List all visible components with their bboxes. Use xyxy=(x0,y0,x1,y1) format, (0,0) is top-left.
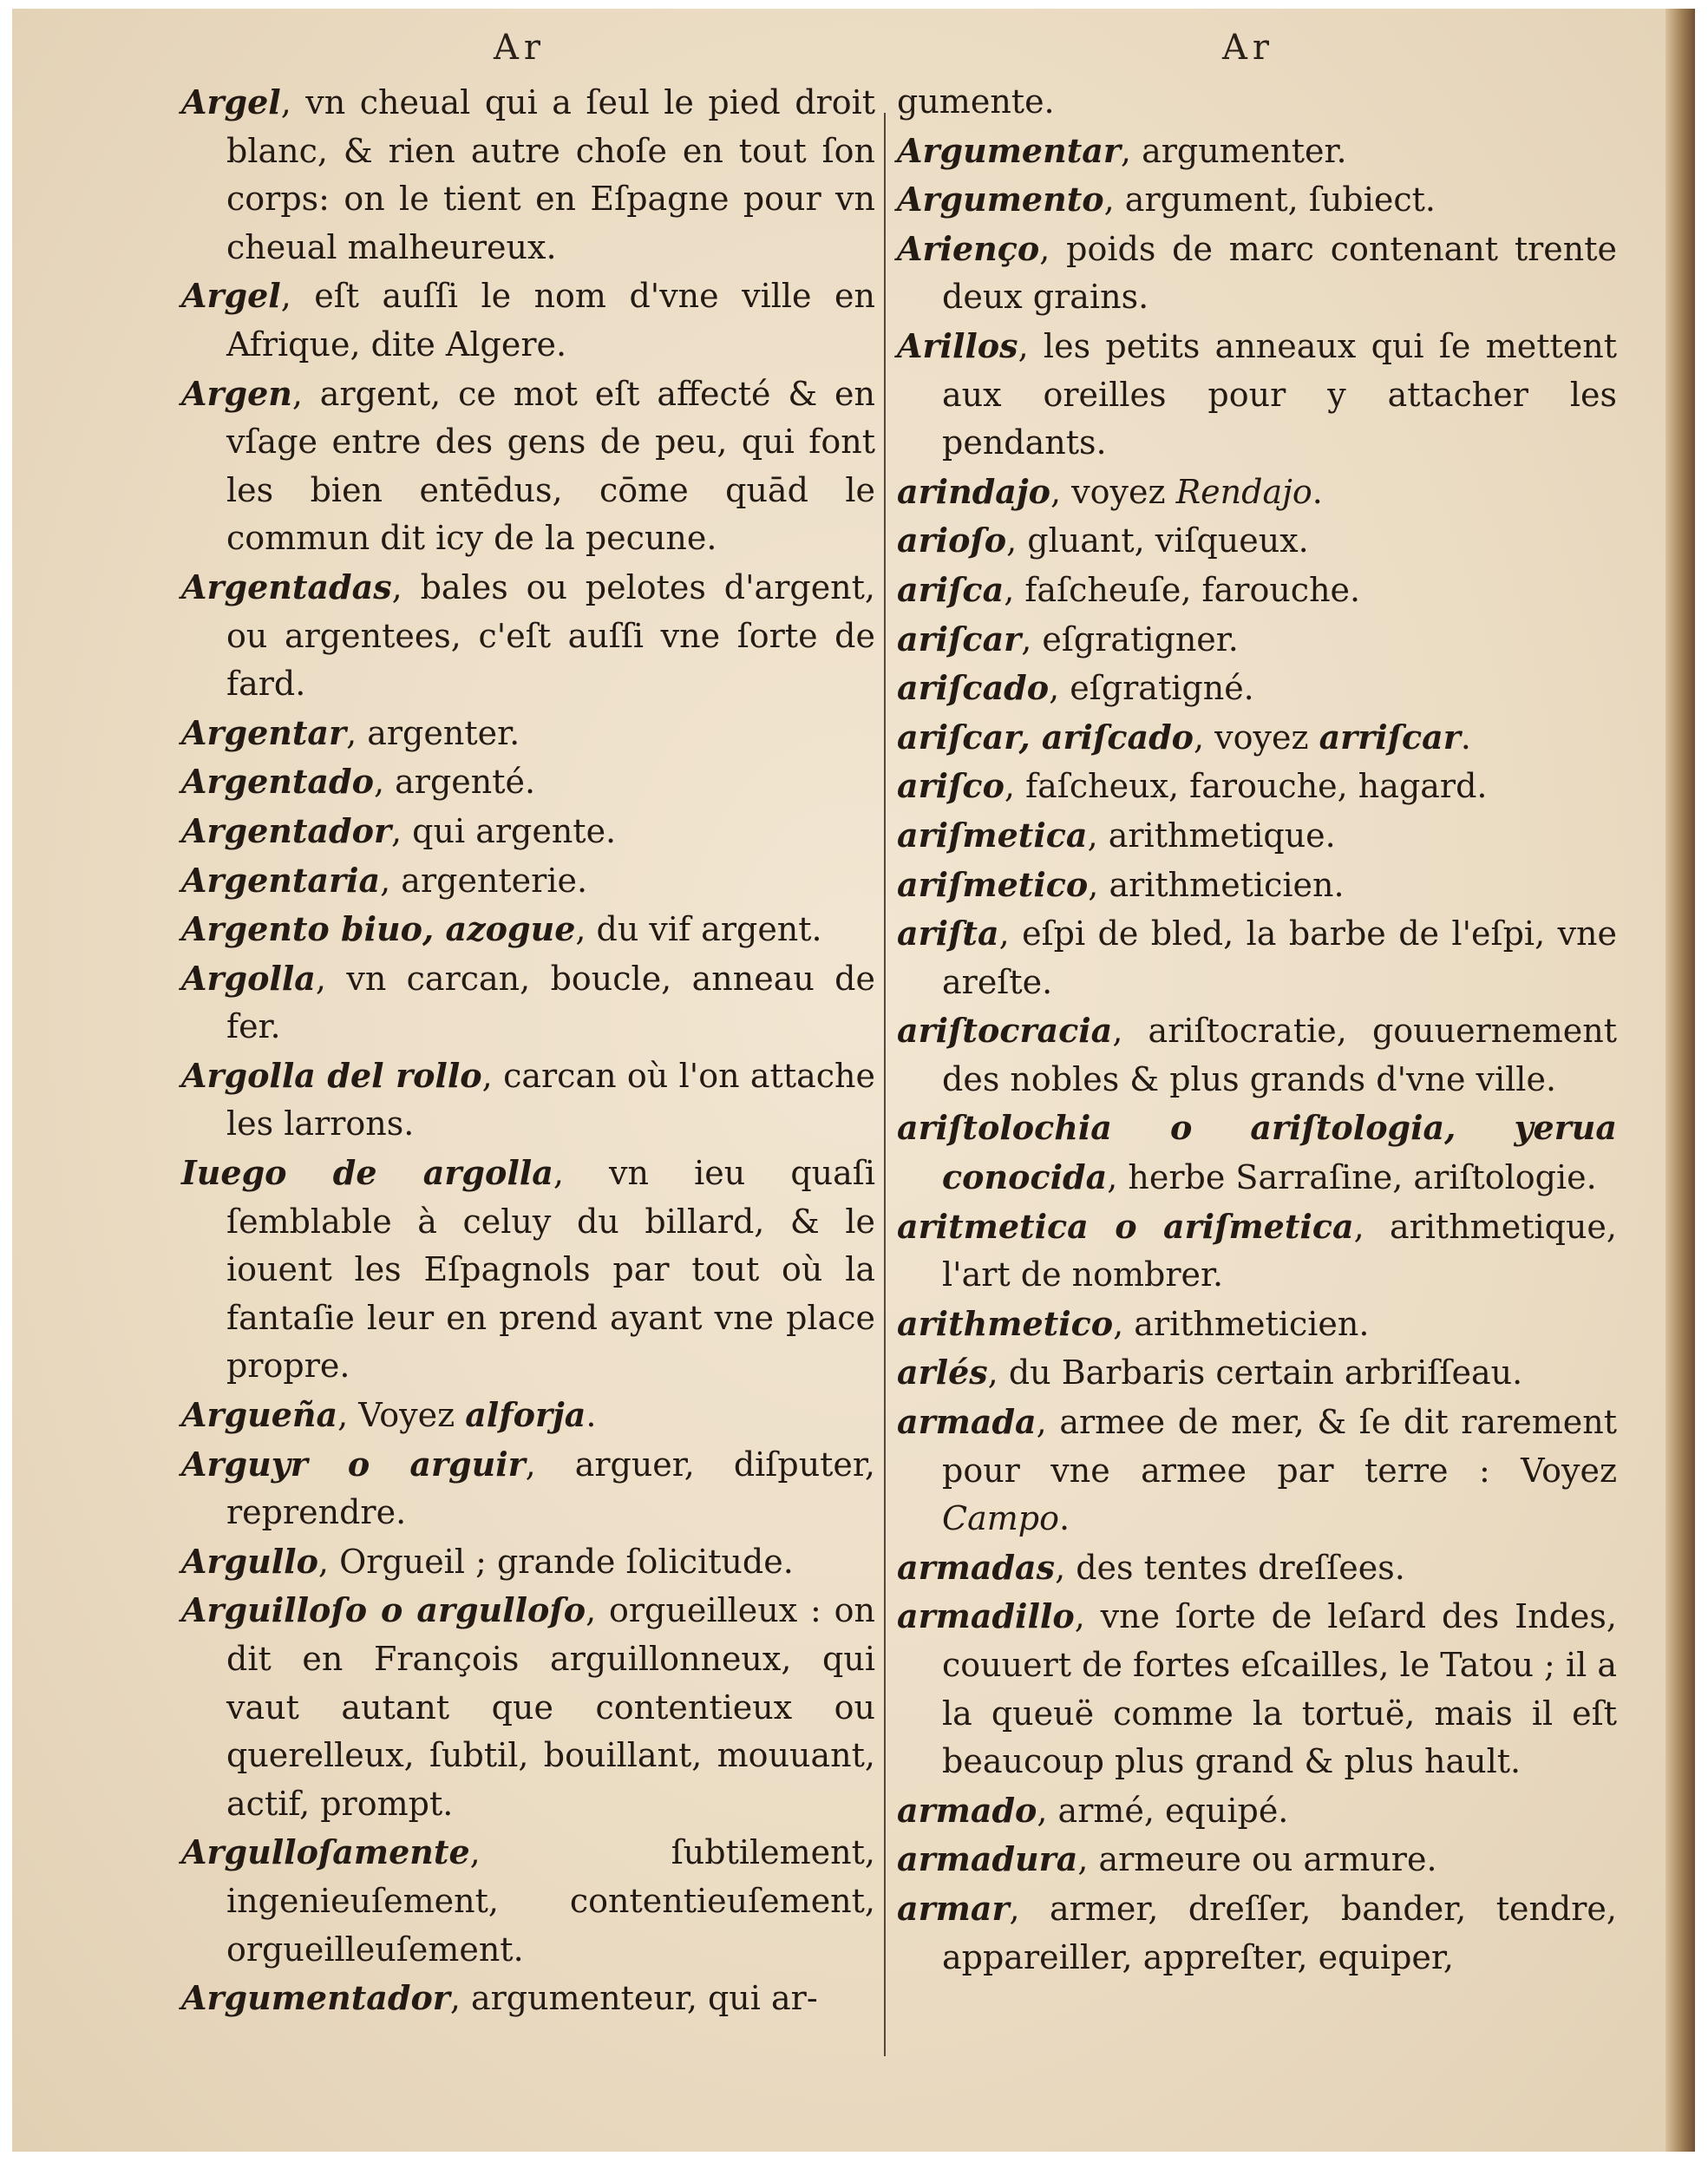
entry-headword: armar xyxy=(897,1888,1010,1928)
entry-headword: armadas xyxy=(897,1547,1056,1587)
entry-definition: , eſgratigner. xyxy=(1021,619,1239,659)
dictionary-column-left xyxy=(181,78,875,2023)
entry-definition: , argument, ſubiect. xyxy=(1103,180,1436,220)
dictionary-entry xyxy=(897,225,1617,322)
entry-headword: Argentado xyxy=(181,762,374,802)
entry-definition: , argenterie. xyxy=(380,861,588,900)
dictionary-entry xyxy=(897,811,1617,861)
dictionary-entry xyxy=(897,566,1617,615)
dictionary-entry xyxy=(897,762,1617,811)
dictionary-entry xyxy=(181,563,875,709)
entry-definition: , vne ſorte de leſard des Indes, couuert de fortes eſcailles, le Tatou ; il a la queuë comme la tortuë, mais il eſt beaucoup plus grand & plus hault. xyxy=(942,1597,1617,1781)
entry-headword: Arguilloſo o argulloſo xyxy=(181,1590,586,1630)
entry-headword: Iuego de argolla xyxy=(181,1153,553,1193)
entry-definition: , eſgratigné. xyxy=(1049,669,1254,708)
dictionary-entry xyxy=(181,757,875,807)
entry-definition: . xyxy=(1460,718,1471,757)
entry-definition: , du Barbaris certain arbriſſeau. xyxy=(987,1353,1523,1392)
dictionary-entry xyxy=(181,370,875,563)
dictionary-column-right xyxy=(897,78,1617,1982)
entry-definition: , arguer, diſputer, reprendre. xyxy=(226,1445,875,1532)
dictionary-entry xyxy=(897,516,1617,566)
entry-definition: , eſpi de bled, la barbe de l'eſpi, vne areſte. xyxy=(942,914,1617,1001)
entry-headword: ariſca xyxy=(897,569,1005,609)
entry-definition: , Voyez xyxy=(337,1396,466,1435)
entry-headword: ariſtolochia o ariſtologia, yerua conocida xyxy=(897,1108,1617,1197)
dictionary-entry xyxy=(897,1835,1617,1884)
entry-headword: ariſcado xyxy=(897,668,1050,708)
dictionary-entry xyxy=(181,1052,875,1149)
dictionary-entry xyxy=(897,322,1617,468)
entry-definition: , gluant, viſqueux. xyxy=(1006,521,1309,560)
entry-definition: , argent, ce mot eſt affecté & en vſage entre des gens de peu, qui font les bien entēdus, cōme quād le commun dit icy de la pecune. xyxy=(226,374,875,558)
entry-definition: , vn ieu quaſi ſemblable à celuy du billard, & le iouent les Eſpagnols par tout où la fantaſie leur en prend ayant vne place propre. xyxy=(226,1154,876,1386)
dictionary-entry xyxy=(897,1786,1617,1836)
entry-headword: Argen xyxy=(181,373,292,413)
dictionary-entry xyxy=(897,664,1617,713)
dictionary-entry xyxy=(897,1348,1617,1398)
dictionary-entry xyxy=(181,1537,875,1587)
book-page xyxy=(12,9,1695,2152)
entry-definition: , voyez xyxy=(1050,472,1176,511)
entry-definition: , faſcheuſe, farouche. xyxy=(1004,570,1361,609)
entry-definition: gumente. xyxy=(897,82,1055,121)
entry-definition: , argenté. xyxy=(373,763,536,802)
dictionary-entry xyxy=(181,1149,875,1391)
entry-definition: , armer, dreſſer, bander, tendre, appareiller, appreſter, equiper, xyxy=(942,1889,1617,1976)
entry-headword: Argolla del rollo xyxy=(181,1055,482,1095)
entry-definition: , arithmeticien. xyxy=(1088,865,1345,904)
entry-headword: Argentar xyxy=(181,712,347,752)
dictionary-entry xyxy=(897,713,1617,763)
entry-headword: armado xyxy=(897,1790,1037,1830)
entry-definition: , armé, equipé. xyxy=(1037,1791,1289,1830)
entry-headword: arioſo xyxy=(897,521,1007,560)
dictionary-entry xyxy=(897,615,1617,665)
dictionary-entry xyxy=(897,909,1617,1006)
entry-headword: Argento biuo, azogue xyxy=(181,909,576,949)
entry-definition: , argumenter. xyxy=(1120,131,1347,170)
entry-definition: , voyez xyxy=(1194,718,1319,757)
entry-headword: ariſcar xyxy=(897,619,1022,659)
entry-headword: Argel xyxy=(181,82,281,121)
entry-headword: arindajo xyxy=(897,471,1050,511)
entry-definition: , des tentes dreſſees. xyxy=(1055,1548,1405,1587)
entry-headword: arriſcar xyxy=(1319,717,1461,757)
entry-headword: armadillo xyxy=(897,1596,1075,1636)
entry-headword: ariſta xyxy=(897,914,999,953)
entry-headword: armada xyxy=(897,1402,1037,1442)
entry-definition: , ariſtocratie, gouuernement des nobles & plus grands d'vne ville. xyxy=(942,1012,1617,1098)
entry-crossref: Campo xyxy=(942,1499,1059,1538)
entry-definition: , vn cheual qui a ſeul le pied droit blanc, & rien autre choſe en tout ſon corps: on le tient en Eſpagne pour vn cheual malheureux. xyxy=(226,83,875,266)
dictionary-entry xyxy=(181,1828,875,1974)
dictionary-entry xyxy=(181,807,875,856)
dictionary-entry xyxy=(897,861,1617,910)
entry-definition: , ſubtilement, ingenieuſement, contentieuſement, orgueilleuſement. xyxy=(226,1833,875,1969)
entry-definition: , faſcheux, farouche, hagard. xyxy=(1004,767,1488,806)
dictionary-entry xyxy=(897,175,1617,225)
entry-definition: , du vif argent. xyxy=(575,910,822,949)
entry-definition: . xyxy=(1312,472,1323,511)
dictionary-entry xyxy=(897,1398,1617,1543)
entry-definition: , les petits anneaux qui ſe mettent aux oreilles pour y attacher les pendants. xyxy=(942,326,1617,462)
entry-definition: , arithmetique. xyxy=(1087,816,1336,855)
entry-headword: Argel xyxy=(181,276,281,316)
dictionary-entry xyxy=(181,272,875,369)
dictionary-entry xyxy=(897,78,1617,127)
entry-definition: , armeure ou armure. xyxy=(1077,1840,1437,1879)
entry-headword: Argumentar xyxy=(897,130,1121,170)
entry-definition: , carcan où l'on attache les larrons. xyxy=(226,1056,875,1143)
entry-crossref: Rendajo xyxy=(1175,472,1312,511)
dictionary-entry xyxy=(897,1006,1617,1104)
entry-headword: Argullo xyxy=(181,1541,318,1581)
entry-headword: Argolla xyxy=(181,958,316,998)
entry-definition: . xyxy=(1058,1499,1070,1538)
dictionary-entry xyxy=(181,1974,875,2023)
dictionary-entry xyxy=(181,1586,875,1828)
entry-definition: . xyxy=(586,1396,597,1435)
entry-definition: , armee de mer, & ſe dit rarement pour vne armee par terre : Voyez xyxy=(942,1403,1617,1490)
entry-headword: ariſmetica xyxy=(897,815,1088,855)
dictionary-entry xyxy=(181,1391,875,1440)
entry-definition: , Orgueil ; grande ſolicitude. xyxy=(317,1542,794,1581)
running-header-right: Ar xyxy=(1222,28,1275,68)
dictionary-entry xyxy=(897,1592,1617,1786)
entry-definition: , orgueilleux : on dit en François arguillonneux, qui vaut autant que contentieux ou querelleux, ſubtil, bouillant, mouuant, actif, prompt. xyxy=(226,1591,876,1823)
entry-headword: Arillos xyxy=(897,325,1018,365)
entry-headword: Argentadas xyxy=(181,567,392,606)
dictionary-entry xyxy=(897,127,1617,176)
entry-definition: , arithmetique, l'art de nombrer. xyxy=(942,1207,1617,1294)
entry-headword: ariſco xyxy=(897,766,1005,806)
dictionary-entry xyxy=(181,856,875,906)
entry-definition: , poids de marc contenant trente deux grains. xyxy=(942,229,1617,317)
entry-headword: Argulloſamente xyxy=(181,1832,470,1872)
page-edge-shadow xyxy=(1665,9,1695,2152)
dictionary-entry xyxy=(897,1202,1617,1300)
entry-headword: Argueña xyxy=(181,1395,338,1435)
entry-definition: , eſt auſſi le nom d'vne ville en Afrique, dite Algere. xyxy=(226,277,875,364)
entry-headword: Arienço xyxy=(897,228,1040,268)
dictionary-entry xyxy=(181,905,875,954)
entry-headword: ariſmetico xyxy=(897,864,1089,904)
entry-headword: ariſcar, ariſcado xyxy=(897,717,1194,757)
entry-definition: , bales ou pelotes d'argent, ou argentees, c'eſt auſſi vne ſorte de fard. xyxy=(226,567,875,704)
dictionary-entry xyxy=(897,468,1617,517)
entry-headword: Argumentador xyxy=(181,1978,450,2018)
entry-definition: , argenter. xyxy=(346,713,520,752)
entry-headword: ariſtocracia xyxy=(897,1011,1113,1051)
entry-definition: , vn carcan, boucle, anneau de fer. xyxy=(226,959,875,1046)
entry-headword: Argentaria xyxy=(181,860,381,900)
dictionary-entry xyxy=(897,1300,1617,1349)
entry-headword: Argumento xyxy=(897,180,1104,220)
dictionary-entry xyxy=(897,1543,1617,1593)
entry-definition: , arithmeticien. xyxy=(1113,1304,1370,1343)
entry-definition: , herbe Sarraſine, ariſtologie. xyxy=(1107,1158,1597,1197)
entry-definition: , qui argente. xyxy=(391,811,617,850)
entry-headword: aritmetica o ariſmetica xyxy=(897,1206,1354,1246)
entry-headword: armadura xyxy=(897,1839,1078,1879)
column-divider xyxy=(884,113,886,2056)
entry-definition: , argumenteur, qui ar- xyxy=(449,1979,818,2018)
entry-headword: alforja xyxy=(465,1395,586,1435)
entry-headword: arlés xyxy=(897,1353,988,1392)
dictionary-entry xyxy=(181,78,875,272)
entry-headword: arithmetico xyxy=(897,1303,1114,1343)
dictionary-entry xyxy=(181,954,875,1052)
dictionary-entry xyxy=(897,1884,1617,1982)
dictionary-entry xyxy=(897,1104,1617,1202)
dictionary-entry xyxy=(181,709,875,758)
entry-headword: Argentador xyxy=(181,810,391,850)
dictionary-entry xyxy=(181,1440,875,1537)
entry-headword: Arguyr o arguir xyxy=(181,1444,526,1484)
running-header-left: Ar xyxy=(494,28,546,68)
